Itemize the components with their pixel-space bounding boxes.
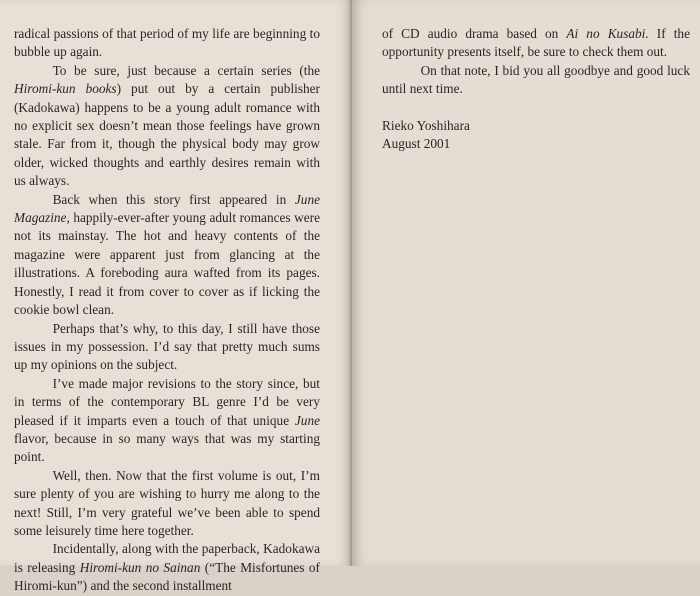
left-page-text [14, 25, 320, 596]
paragraph: I’ve made major revisions to the story since, but in terms of the contemporary BL genre I’d be very pleased if it imparts even a touch of that unique June flavor, because in so many ways that was my starting point. [14, 375, 320, 465]
signature-date: August 2001 [382, 136, 451, 152]
paragraph: of CD audio drama based on Ai no Kusabi. If the opportunity presents itself, be sure to check them out. [382, 26, 690, 60]
paragraph: radical passions of that period of my life are beginning to bubble up again. [14, 26, 320, 60]
italic-title: Ai no Kusabi. [566, 26, 649, 41]
italic-title: June Magazine, [14, 191, 320, 226]
right-page [352, 0, 700, 566]
signature-block [382, 117, 690, 154]
right-page-text [382, 25, 690, 153]
signature-name: Rieko Yoshihara [382, 117, 470, 133]
paragraph: On that note, I bid you all goodbye and good luck until next time. [382, 62, 690, 97]
italic-title: June [294, 412, 320, 428]
paragraph: Perhaps that’s why, to this day, I still have those issues in my possession. I’d say that pretty much sums up my opinions on the subject. [14, 320, 320, 373]
paragraph: Incidentally, along with the paperback, Kadokawa is releasing Hiromi-kun no Sainan (“The Misfortunes of Hiromi-kun”) and the second installment [14, 541, 320, 594]
italic-title: Hiromi-kun no Sainan [79, 559, 201, 575]
paragraph: Well, then. Now that the first volume is out, I’m sure plenty of you are wishing to hurry me along to the next! Still, I’m very grateful we’ve been able to spend some leisurely time here together. [14, 467, 320, 538]
italic-title: Hiromi-kun books [14, 81, 117, 97]
paragraph: To be sure, just because a certain series (the Hiromi-kun books) put out by a certain publisher (Kadokawa) happens to be a young adult romance with no explicit sex doesn’t mean those feelings have grown stale. Far from it, though the physical body may grow older, wicked thoughts and earthly desires remain with us always. [14, 62, 320, 189]
paragraph: Back when this story first appeared in June Magazine, happily-ever-after young adult romances were not its mainstay. The hot and heavy contents of the magazine were apparent just from glancing at the illustrations. A foreboding aura wafted from its pages. Honestly, I read it from cover to cover as if licking the cookie bowl clean. [14, 191, 320, 318]
